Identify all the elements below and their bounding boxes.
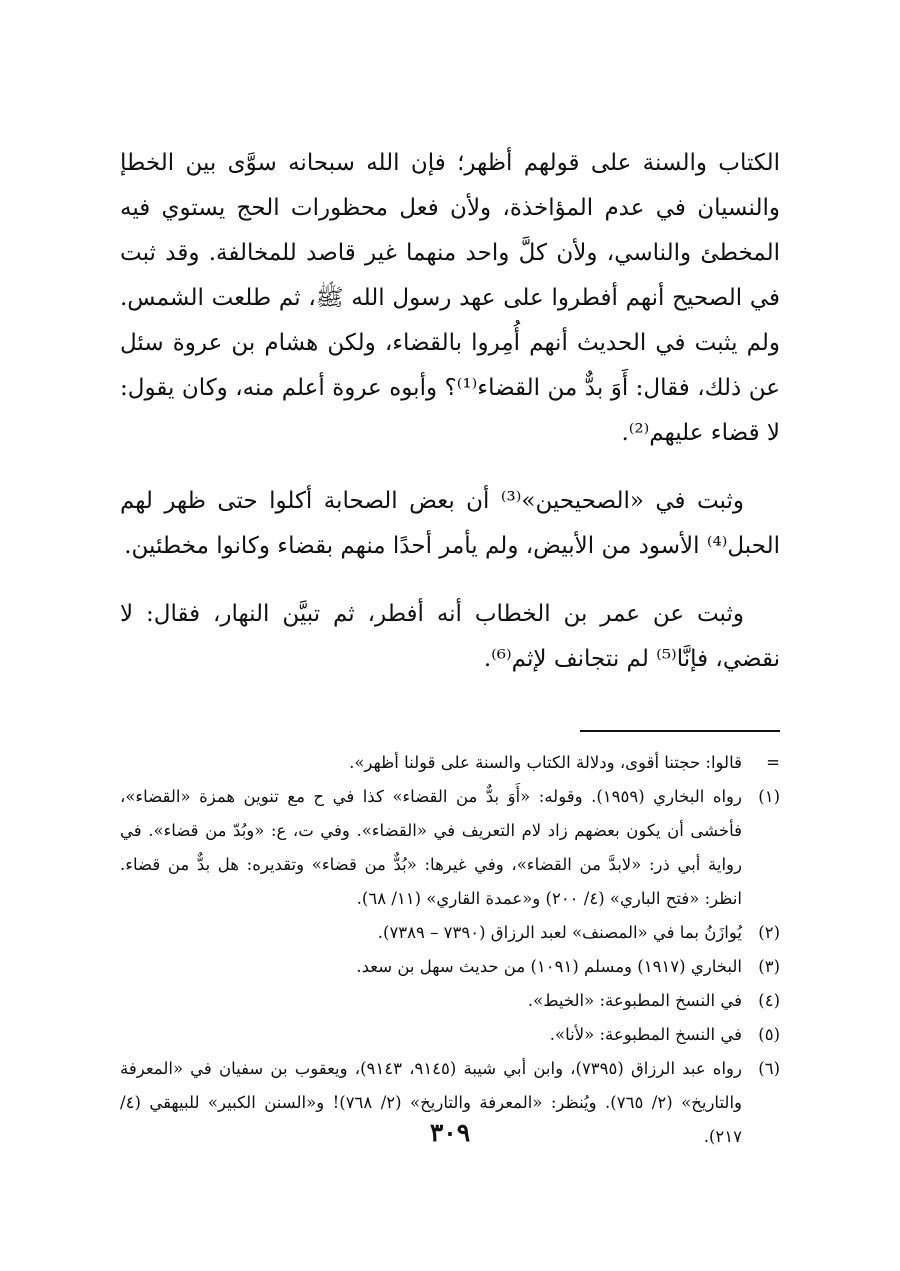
page-number: ٣٠٩ bbox=[429, 1118, 471, 1147]
footnote-text: في النسخ المطبوعة: «الخيط». bbox=[527, 991, 742, 1010]
body-paragraph: وثبت في «الصحيحين»⁽³⁾ أن بعض الصحابة أكلوا حتى ظهر لهم الحبل⁽⁴⁾ الأسود من الأبيض، ولم يأمر أحدًا منهم بقضاء وكانوا مخطئين. bbox=[120, 488, 780, 559]
body-paragraph: الكتاب والسنة على قولهم أظهر؛ فإن الله سبحانه سوَّى بين الخطإ والنسيان في عدم المؤاخذة، ولأن فعل محظورات الحج يستوي فيه المخطئ والناسي، ولأن كلَّ واحد منهما غير قاصد للمخالفة. وقد ثبت في الصحيح أنهم أفطروا على عهد رسول الله ﷺ، ثم طلعت الشمس. ولم يثبت في الحديث أنهم أُمِروا بالقضاء، ولكن هشام بن عروة سئل عن ذلك، فقال: أَوَ بدٌّ من القضاء⁽¹⁾؟ وأبوه عروة أعلم منه، وكان يقول: لا قضاء عليهم⁽²⁾. bbox=[120, 150, 780, 446]
footnote-item bbox=[120, 950, 780, 984]
footnote-text: يُوازَنُ بما في «المصنف» لعبد الرزاق (٧٣٩٠ – ٧٣٨٩). bbox=[377, 923, 742, 942]
body-paragraph: وثبت عن عمر بن الخطاب أنه أفطر، ثم تبيَّن النهار، فقال: لا نقضي، فإنَّا⁽⁵⁾ لم نتجانف لإثم⁽⁶⁾. bbox=[120, 601, 780, 672]
footnote-text: رواه عبد الرزاق (٧٣٩٥)، وابن أبي شيبة (٩١٤٥، ٩١٤٣)، ويعقوب بن سفيان في «المعرفة والتاريخ» (٢/ ٧٦٥). ويُنظر: «المعرفة والتاريخ» (٢/ ٧٦٨)! و«السنن الكبير» للبيهقي (٤/ ٢١٧). bbox=[120, 1059, 743, 1146]
footnote-marker: (٢) bbox=[758, 923, 780, 942]
footnote-divider bbox=[580, 730, 780, 732]
footnote-marker: = bbox=[766, 753, 780, 772]
footnote-text: في النسخ المطبوعة: «لأنا». bbox=[549, 1025, 742, 1044]
footnote-item bbox=[120, 984, 780, 1018]
footnote-text: البخاري (١٩١٧) ومسلم (١٠٩١) من حديث سهل بن سعد. bbox=[356, 957, 742, 976]
footnote-item bbox=[120, 780, 780, 916]
footnote-marker: (٤) bbox=[758, 991, 780, 1010]
footnote-text: رواه البخاري (١٩٥٩). وقوله: «أَوَ بدٌّ من القضاء» كذا في ح مع تنوين همزة «القضاء»، فأخشى أن يكون بعضهم زاد لام التعريف في «القضاء». وفي ت، ع: «وبُدّ من قضاء». في رواية أبي ذر: «لابدَّ من القضاء»، وفي غيرها: «بُدٌّ من قضاء» وتقديره: هل بدٌّ من قضاء. انظر: «فتح الباري» (٤/ ٢٠٠) و«عمدة القاري» (١١/ ٦٨). bbox=[120, 787, 742, 908]
footnote-item bbox=[120, 746, 780, 780]
main-text bbox=[120, 141, 780, 682]
footnotes bbox=[120, 746, 780, 1154]
footnote-item bbox=[120, 916, 780, 950]
footnote-marker: (٣) bbox=[758, 957, 780, 976]
footnote-text: قالوا: حجتنا أقوى، ودلالة الكتاب والسنة على قولنا أظهر». bbox=[349, 753, 742, 772]
footnote-marker: (٥) bbox=[758, 1025, 780, 1044]
footnote-item bbox=[120, 1018, 780, 1052]
page-content bbox=[120, 118, 780, 1154]
footnote-marker: (٦) bbox=[758, 1059, 780, 1078]
footnote-marker: (١) bbox=[758, 787, 780, 806]
